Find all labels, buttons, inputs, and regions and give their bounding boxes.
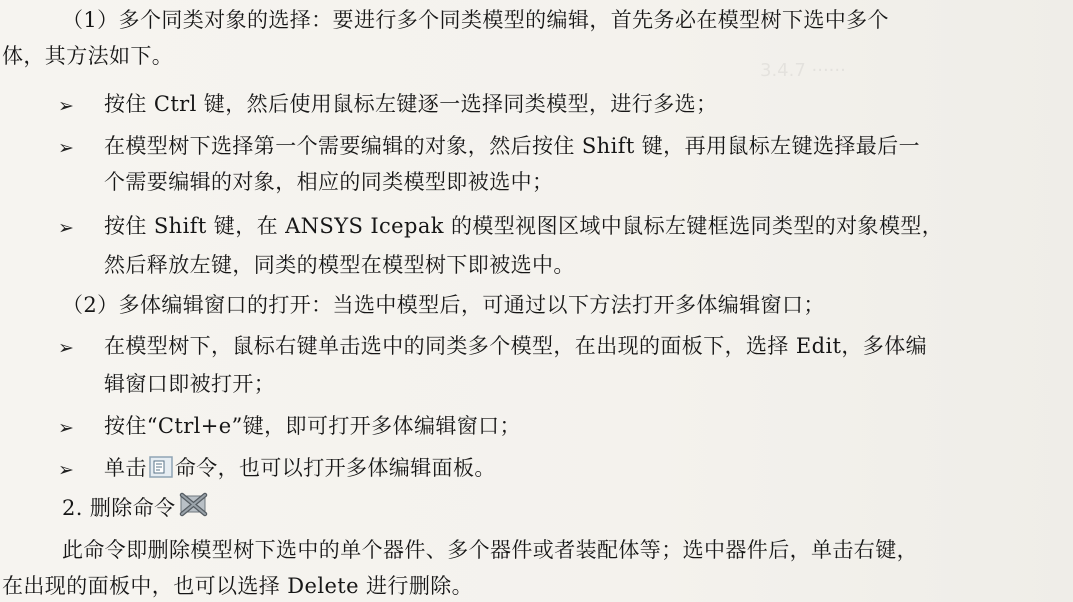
bullet-3-text-line-1: 按住 Shift 键，在 ANSYS Icepak 的模型视图区域中鼠标左键框选同类型的对象模型， (104, 214, 944, 238)
paragraph-1-line-2: 体，其方法如下。 (2, 44, 174, 68)
section-heading-delete (62, 492, 212, 525)
paragraph-1-line-1: （1）多个同类对象的选择：要进行多个同类模型的编辑，首先务必在模型树下选中多个 (62, 8, 889, 32)
paragraph-3-line-1: 此命令即删除模型树下选中的单个器件、多个器件或者装配体等；选中器件后，单击右键， (62, 538, 918, 562)
delete-x-icon (178, 492, 210, 525)
bullet-5-text: 按住“Ctrl+e”键，即可打开多体编辑窗口； (104, 414, 521, 438)
bullet-3-text-line-2: 然后释放左键，同类的模型在模型树下即被选中。 (104, 253, 575, 277)
bullet-marker: ➢ (58, 95, 74, 117)
bullet-1-text: 按住 Ctrl 键，然后使用鼠标左键逐一选择同类模型，进行多选； (104, 92, 718, 116)
bullet-4-text-line-1: 在模型树下，鼠标右键单击选中的同类多个模型，在出现的面板下，选择 Edit，多体编 (104, 334, 927, 358)
bullet-marker: ➢ (58, 137, 74, 159)
paragraph-2: （2）多体编辑窗口的打开：当选中模型后，可通过以下方法打开多体编辑窗口； (62, 293, 825, 317)
bullet-6-text (104, 454, 496, 485)
paragraph-3-line-2: 在出现的面板中，也可以选择 Delete 进行删除。 (2, 574, 474, 598)
bleed-through-decoration: 3.4.7 ······ (760, 60, 846, 81)
bullet-2-text-line-2: 个需要编辑的对象，相应的同类模型即被选中； (104, 170, 554, 194)
bullet-marker: ➢ (58, 217, 74, 239)
bullet-marker: ➢ (58, 337, 74, 359)
bullet-6-pre: 单击 (104, 456, 147, 480)
bullet-marker: ➢ (58, 417, 74, 439)
bullet-2-text-line-1: 在模型树下选择第一个需要编辑的对象，然后按住 Shift 键，再用鼠标左键选择最后一 (104, 134, 920, 158)
section-heading-text: 2. 删除命令 (62, 496, 176, 520)
bullet-6-post: 命令，也可以打开多体编辑面板。 (174, 456, 496, 480)
bullet-marker: ➢ (58, 459, 74, 481)
multi-edit-icon (149, 456, 173, 485)
bullet-4-text-line-2: 辑窗口即被打开； (104, 372, 276, 396)
